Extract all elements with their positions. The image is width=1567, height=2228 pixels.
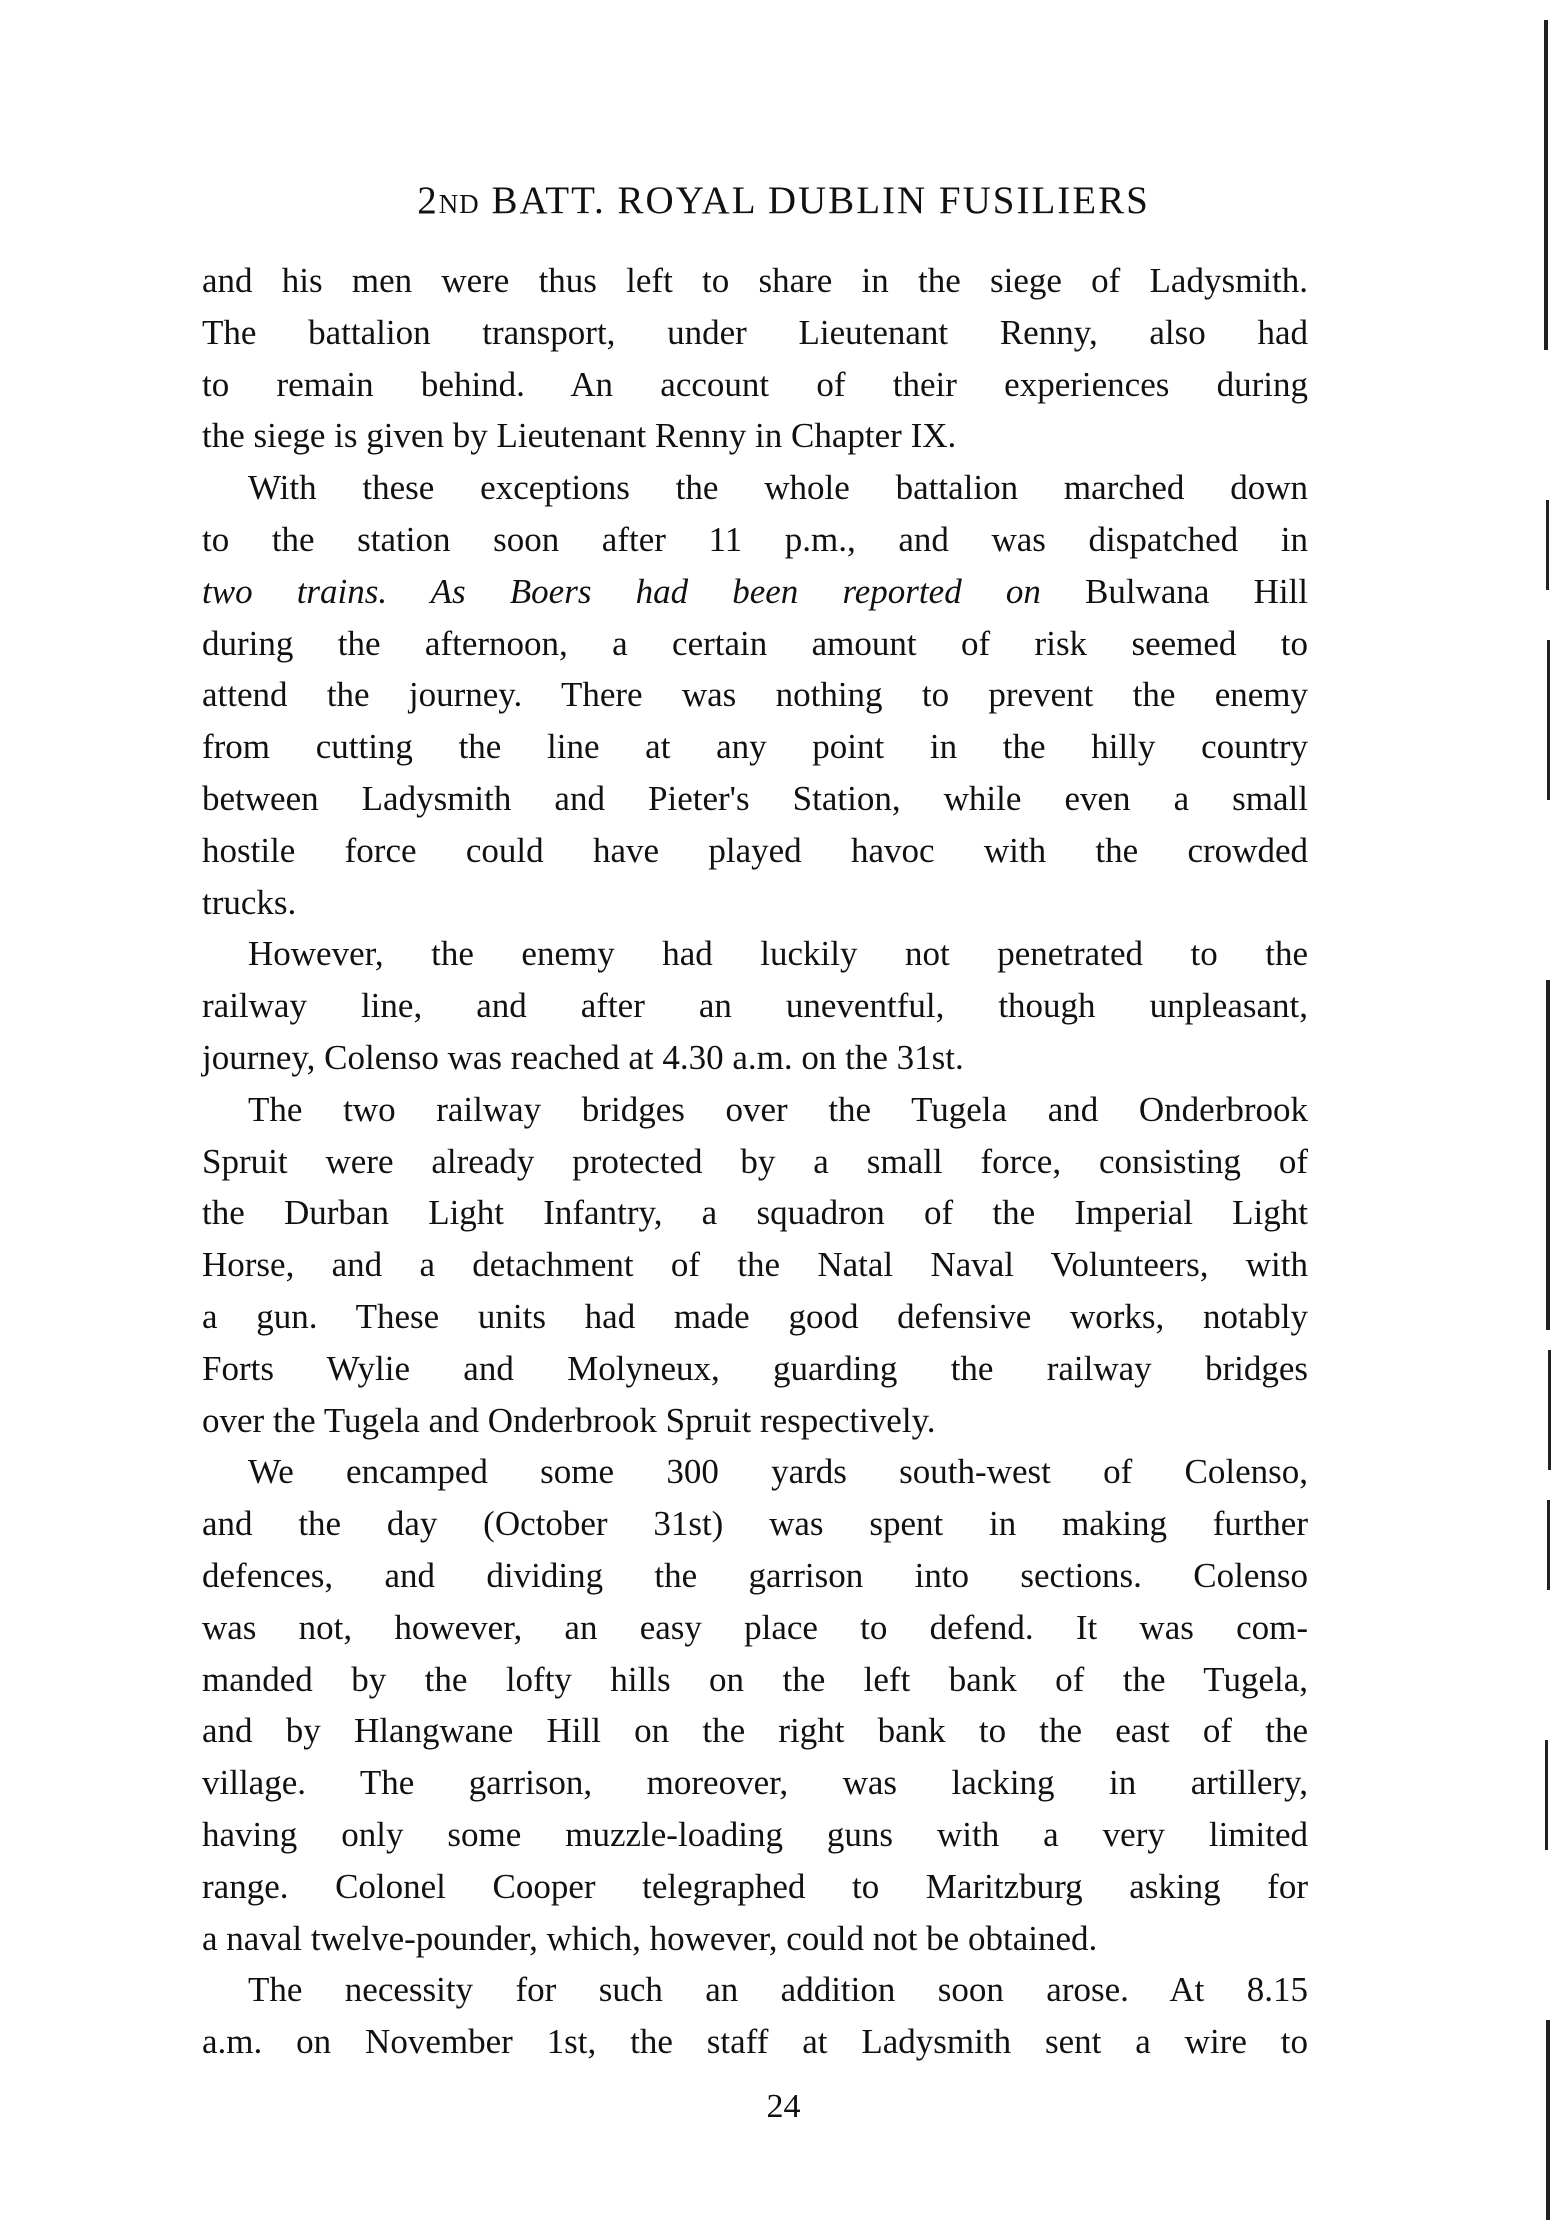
line-text: during the afternoon, a certain amount of risk seemed to — [202, 623, 1308, 663]
text-line — [202, 1861, 1308, 1913]
text-line — [202, 1136, 1308, 1188]
text-line — [202, 1032, 1308, 1084]
line-text: The necessity for such an addition soon arose. At 8.15 — [248, 1970, 1308, 2010]
scan-edge-mark — [1546, 980, 1550, 1330]
text-line — [202, 1602, 1308, 1654]
scan-edge-mark — [1547, 1500, 1550, 1590]
scan-edge-mark — [1546, 500, 1549, 590]
text-line — [202, 1550, 1308, 1602]
line-text: the Durban Light Infantry, a squadron of the Imperial Light — [202, 1193, 1308, 1233]
text-line — [202, 1705, 1308, 1757]
line-text: over the Tugela and Onderbrook Spruit respectively. — [202, 1400, 936, 1440]
text-line — [202, 1913, 1308, 1965]
text-line — [202, 307, 1308, 359]
text-line — [202, 980, 1308, 1032]
text-line — [202, 410, 1308, 462]
text-line — [202, 255, 1308, 307]
line-text: to remain behind. An account of their experiences during — [202, 364, 1308, 404]
text-line — [202, 1498, 1308, 1550]
scan-edge-mark — [1547, 640, 1550, 800]
line-text: manded by the lofty hills on the left bank of the Tugela, — [202, 1659, 1308, 1699]
line-text: a naval twelve-pounder, which, however, could not be obtained. — [202, 1918, 1098, 1958]
text-line — [248, 462, 1308, 514]
line-text: hostile force could have played havoc with the crowded — [202, 830, 1308, 870]
italic-text: two trains. As Boers had been reported on — [202, 571, 1041, 611]
line-text: from cutting the line at any point in the hilly country — [202, 727, 1308, 767]
line-text: a.m. on November 1st, the staff at Ladysmith sent a wire to — [202, 2022, 1308, 2062]
scan-edge-mark — [1546, 2020, 1550, 2220]
text-line — [202, 721, 1308, 773]
line-text: a gun. These units had made good defensive works, notably — [202, 1297, 1308, 1336]
text-line — [248, 1446, 1308, 1498]
text-line — [202, 1654, 1308, 1706]
line-text: and the day (October 31st) was spent in making further — [202, 1504, 1308, 1544]
line-text: attend the journey. There was nothing to prevent the enemy — [202, 675, 1308, 715]
page-number: 24 — [766, 2088, 801, 2125]
text-line — [202, 359, 1308, 411]
text-line — [202, 1187, 1308, 1239]
scan-edge-mark — [1548, 1350, 1551, 1470]
line-text: between Ladysmith and Pieter's Station, while even a small — [202, 779, 1308, 818]
line-text: and by Hlangwane Hill on the right bank to the east of the — [202, 1711, 1308, 1751]
line-text: journey, Colenso was reached at 4.30 a.m. on the 31st. — [202, 1038, 964, 1077]
line-text: range. Colonel Cooper telegraphed to Maritzburg asking for — [202, 1866, 1308, 1906]
line-text: We encamped some 300 yards south-west of Colenso, — [248, 1452, 1308, 1492]
text-line — [202, 773, 1308, 825]
text-line — [248, 1964, 1308, 2016]
text-line — [248, 928, 1308, 980]
line-text: Horse, and a detachment of the Natal Naval Volunteers, with — [202, 1245, 1308, 1285]
text-line — [202, 1291, 1308, 1343]
line-text: However, the enemy had luckily not penetrated to the — [248, 934, 1308, 974]
header-ordinal-suffix: ND — [438, 189, 480, 219]
scan-edge-mark — [1544, 20, 1548, 350]
line-text: the siege is given by Lieutenant Renny in Chapter IX. — [202, 416, 957, 456]
line-text: Forts Wylie and Molyneux, guarding the railway bridges — [202, 1348, 1308, 1388]
line-text: defences, and dividing the garrison into sections. Colenso — [202, 1556, 1308, 1595]
line-text: was not, however, an easy place to defend. It was com- — [202, 1607, 1308, 1647]
text-line — [202, 1239, 1308, 1291]
text-line — [202, 1395, 1308, 1447]
line-text: trucks. — [202, 882, 297, 922]
text-line — [202, 1343, 1308, 1395]
running-header — [0, 178, 1567, 223]
line-text: and his men were thus left to share in the siege of Ladysmith. — [202, 261, 1308, 300]
text-line — [202, 877, 1308, 929]
text-line — [202, 618, 1308, 670]
line-text: Spruit were already protected by a small force, consisting of — [202, 1141, 1308, 1181]
line-text: to the station soon after 11 p.m., and was dispatched in — [202, 520, 1308, 559]
line-text: Bulwana Hill — [1040, 571, 1308, 611]
line-text: village. The garrison, moreover, was lacking in artillery, — [202, 1763, 1308, 1803]
text-line — [202, 1809, 1308, 1861]
text-line — [202, 1757, 1308, 1809]
text-line — [202, 514, 1308, 566]
line-text: railway line, and after an uneventful, though unpleasant, — [202, 986, 1308, 1026]
text-line — [202, 825, 1308, 877]
header-title: BATT. ROYAL DUBLIN FUSILIERS — [491, 179, 1150, 222]
text-line — [248, 1084, 1308, 1136]
text-line — [202, 566, 1308, 618]
line-text: having only some muzzle-loading guns with a very limited — [202, 1815, 1308, 1854]
text-line — [202, 2016, 1308, 2068]
header-number: 2 — [417, 179, 439, 222]
line-text: With these exceptions the whole battalion marched down — [248, 468, 1308, 508]
line-text: The two railway bridges over the Tugela and Onderbrook — [248, 1089, 1308, 1129]
scan-edge-mark — [1545, 1740, 1548, 1850]
text-line — [202, 669, 1308, 721]
line-text: The battalion transport, under Lieutenant Renny, also had — [202, 312, 1308, 352]
